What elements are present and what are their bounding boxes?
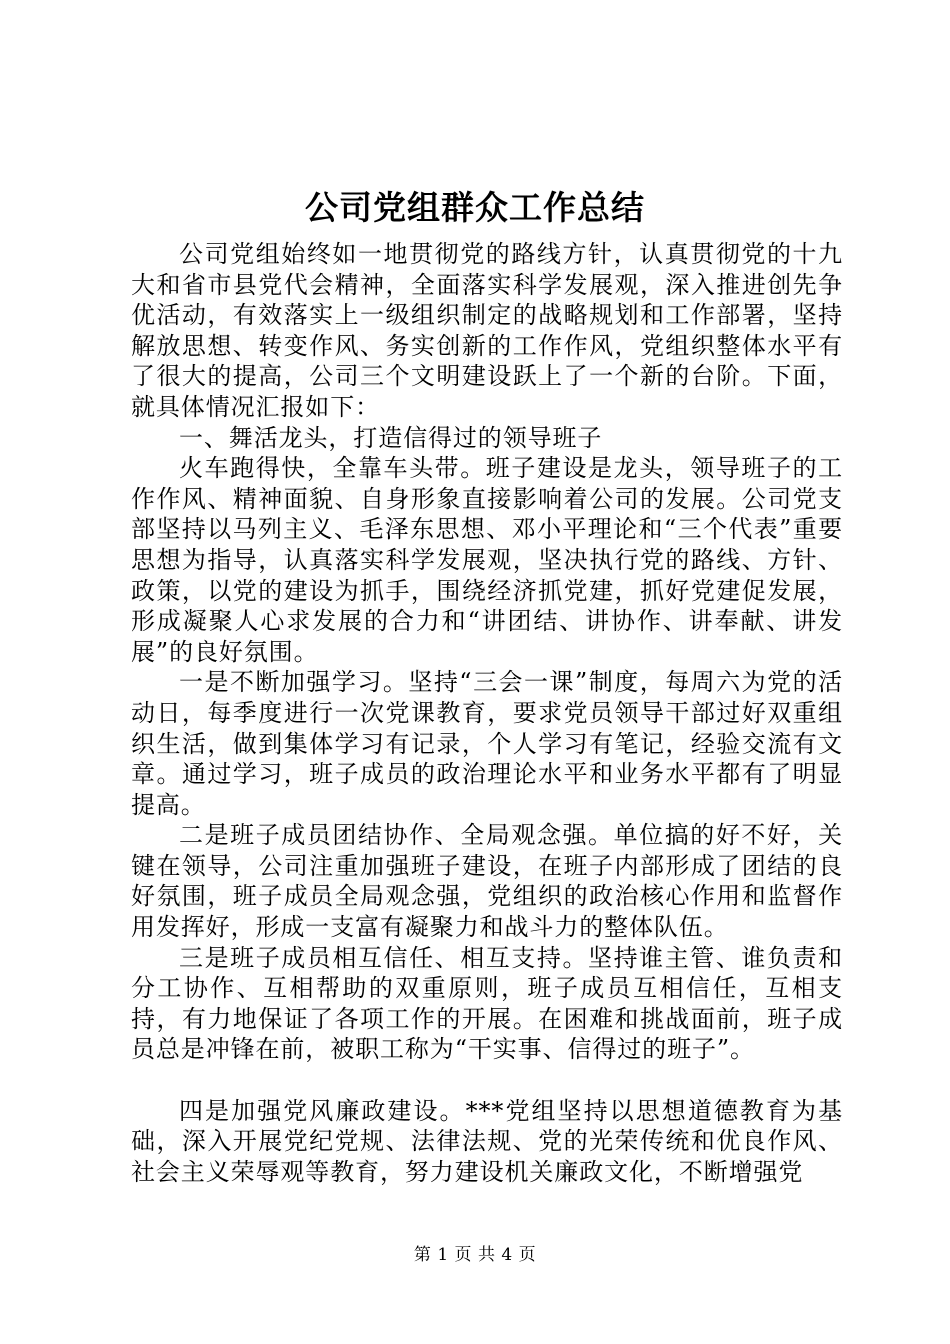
- document-title: 公司党组群众工作总结: [305, 188, 645, 227]
- paragraph-unity: 二是班子成员团结协作、全局观念强。单位搞的好不好，关键在领导，公司注重加强班子建设，在班子内部形成了团结的良好氛围，班子成员全局观念强，党组织的政治核心作用和监督作用发挥好，形成一支富有凝聚力和战斗力的整体队伍。: [131, 821, 843, 942]
- document-body: [131, 239, 843, 1187]
- paragraph-study: 一是不断加强学习。坚持“三会一课”制度，每周六为党的活动日，每季度进行一次党课教育，要求党员领导干部过好双重组织生活，做到集体学习有记录，个人学习有笔记，经验交流有文章。通过学习，班子成员的政治理论水平和业务水平都有了明显提高。: [131, 668, 843, 819]
- paragraph-intro: 公司党组始终如一地贯彻党的路线方针，认真贯彻党的十九大和省市县党代会精神，全面落实科学发展观，深入推进创先争优活动，有效落实上一级组织制定的战略规划和工作部署，坚持解放思想、转变作风、务实创新的工作作风，党组织整体水平有了很大的提高，公司三个文明建设跃上了一个新的台阶。下面，就具体情况汇报如下：: [131, 240, 843, 421]
- paragraph-integrity: 四是加强党风廉政建设。***党组坚持以思想道德教育为基础，深入开展党纪党规、法律法规、党的光荣传统和优良作风、社会主义荣辱观等教育，努力建设机关廉政文化，不断增强党: [131, 1096, 843, 1186]
- paragraph-gap: [131, 1065, 843, 1096]
- paragraph-trust: 三是班子成员相互信任、相互支持。坚持谁主管、谁负责和分工协作、互相帮助的双重原则，班子成员互相信任，互相支持，有力地保证了各项工作的开展。在困难和挑战面前，班子成员总是冲锋在前，被职工称为“干实事、信得过的班子”。: [131, 943, 843, 1064]
- section-heading: 一、舞活龙头，打造信得过的领导班子: [179, 423, 603, 452]
- page-footer: 第 1 页 共 4 页: [413, 1245, 537, 1265]
- paragraph-leadership: 火车跑得快，全靠车头带。班子建设是龙头，领导班子的工作作风、精神面貌、自身形象直接影响着公司的发展。公司党支部坚持以马列主义、毛泽东思想、邓小平理论和“三个代表”重要思想为指导，认真落实科学发展观，坚决执行党的路线、方针、政策，以党的建设为抓手，围绕经济抓党建，抓好党建促发展，形成凝聚人心求发展的合力和“讲团结、讲协作、讲奉献、讲发展”的良好氛围。: [131, 454, 843, 666]
